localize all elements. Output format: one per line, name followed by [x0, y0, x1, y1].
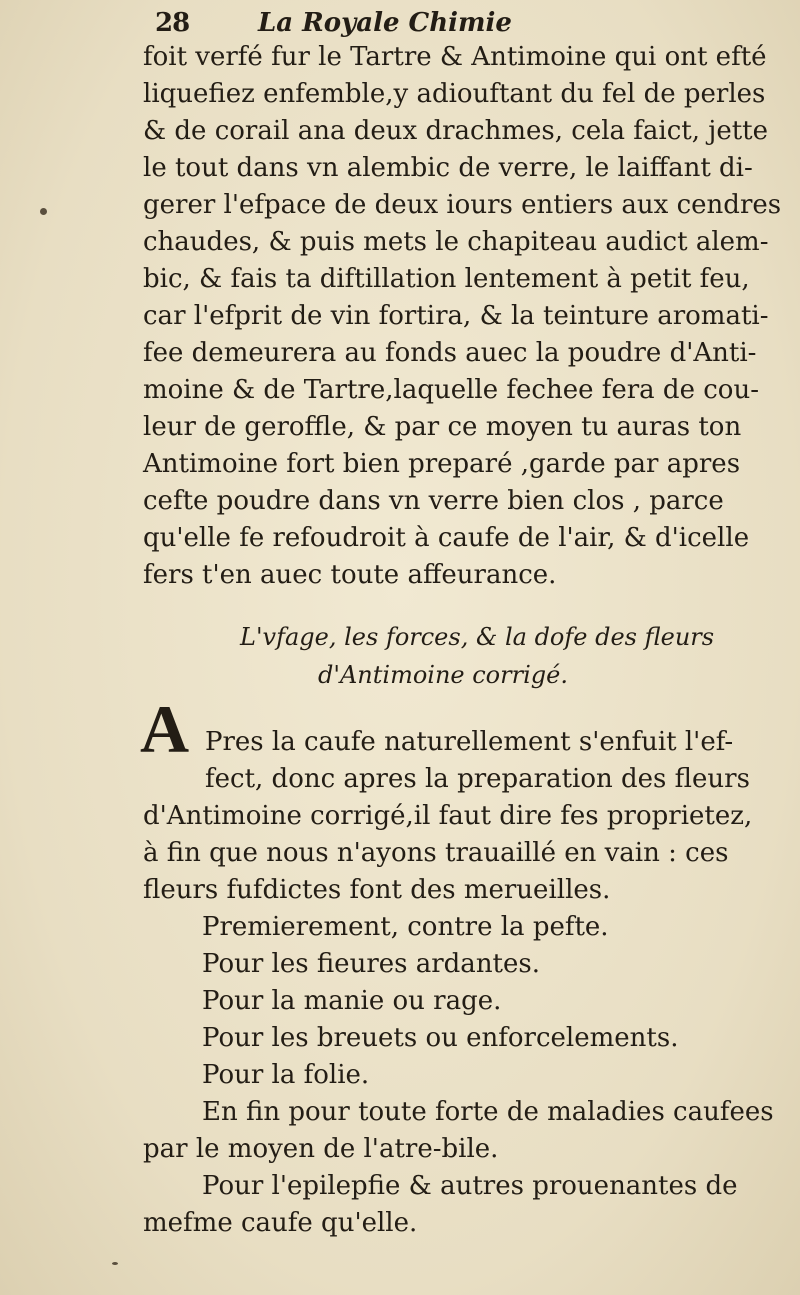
list-item: Pour les fieures ardantes. — [202, 949, 540, 979]
text-line: fee demeurera au fonds auec la poudre d'Anti- — [143, 338, 757, 368]
text-line: mefme caufe qu'elle. — [143, 1208, 418, 1238]
text-line: gerer l'efpace de deux iours entiers aux cendres — [143, 190, 782, 220]
ink-fleck — [112, 1262, 118, 1265]
list-item: Pour les breuets ou enforcelements. — [202, 1023, 679, 1053]
ink-fleck — [40, 208, 47, 215]
running-title: La Royale Chimie — [258, 8, 512, 38]
text-line: moine & de Tartre,laquelle fechee fera de cou- — [143, 375, 759, 405]
text-line: foit verfé fur le Tartre & Antimoine qui ont efté — [143, 42, 767, 72]
text-line: Pres la caufe naturellement s'enfuit l'ef- — [205, 727, 734, 757]
text-line: fers t'en auec toute affeurance. — [143, 560, 557, 590]
list-item: Pour la folie. — [202, 1060, 370, 1090]
drop-cap: A — [140, 691, 190, 767]
heading-line: L'vfage, les forces, & la dofe des fleurs — [240, 623, 715, 651]
text-line: qu'elle fe refoudroit à caufe de l'air, & d'icelle — [143, 523, 750, 553]
running-head — [0, 8, 800, 40]
text-line: par le moyen de l'atre-bile. — [143, 1134, 499, 1164]
text-line: En fin pour toute forte de maladies caufees — [202, 1097, 774, 1127]
text-line: Antimoine fort bien preparé ,garde par apres — [143, 449, 741, 479]
text-line: liquefiez enfemble,y adiouftant du fel de perles — [143, 79, 766, 109]
text-line: leur de geroffle, & par ce moyen tu auras ton — [143, 412, 742, 442]
text-line: le tout dans vn alembic de verre, le laiffant di- — [143, 153, 753, 183]
text-line: fect, donc apres la preparation des fleurs — [205, 764, 750, 794]
list-item: Premierement, contre la pefte. — [202, 912, 609, 942]
text-line: & de corail ana deux drachmes, cela faict, jette — [143, 116, 768, 146]
text-line: chaudes, & puis mets le chapiteau audict alem- — [143, 227, 769, 257]
page-number: 28 — [155, 8, 190, 38]
text-line: car l'efprit de vin fortira, & la teinture aromati- — [143, 301, 769, 331]
heading-line: d'Antimoine corrigé. — [318, 661, 568, 689]
text-line: cefte poudre dans vn verre bien clos , parce — [143, 486, 724, 516]
text-line: Pour l'epilepfie & autres prouenantes de — [202, 1171, 738, 1201]
list-item: Pour la manie ou rage. — [202, 986, 502, 1016]
text-line: d'Antimoine corrigé,il faut dire fes proprietez, — [143, 801, 753, 831]
text-line: bic, & fais ta diftillation lentement à petit feu, — [143, 264, 750, 294]
text-line: fleurs fufdictes font des merueilles. — [143, 875, 611, 905]
text-line: à fin que nous n'ayons trauaillé en vain : ces — [143, 838, 729, 868]
